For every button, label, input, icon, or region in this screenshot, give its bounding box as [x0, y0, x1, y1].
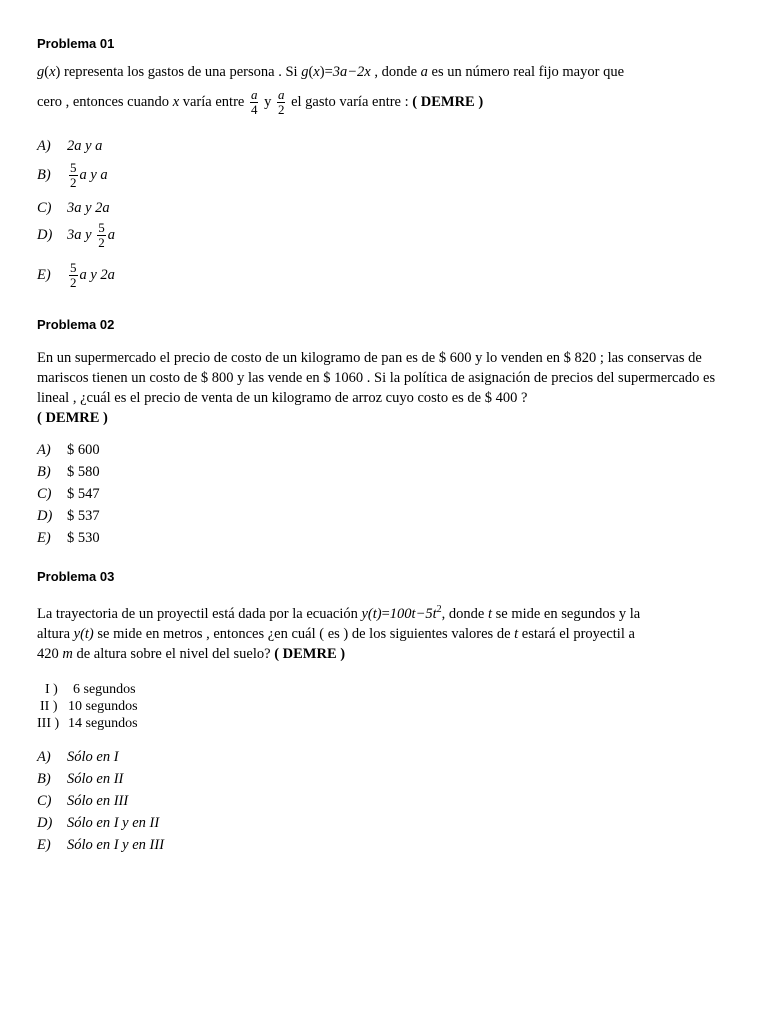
math-rhs: 3a−2x — [332, 64, 371, 80]
math-equals: = — [324, 64, 333, 80]
option-text: $ 537 — [67, 508, 100, 524]
math-g: g — [37, 64, 45, 80]
problem-01-line-2 — [37, 88, 483, 117]
text-segment: , donde — [441, 605, 488, 622]
text-segment: altura — [37, 626, 74, 642]
roman-value: 10 segundos — [68, 699, 138, 714]
text-segment: estará el proyectil a — [518, 626, 635, 642]
problem-03-title: Problema 03 — [37, 569, 115, 584]
problem-02-statement — [37, 348, 737, 428]
roman-item-iii — [37, 716, 138, 732]
problem-02-text: En un supermercado el precio de costo de un kilogramo de pan es de $ 600 y lo venden en $ 820 ; las conservas de mariscos tienen un costo de $ 800 y las vende en $ 1060 . Si la política de asignación de precios del supermercado es lineal , ¿cuál es el precio de venta de un kilogramo de arroz cuyo costo es de $ 400 ? — [37, 350, 716, 406]
problem-03-line-1 — [37, 604, 640, 623]
math-paren-close: ) — [55, 64, 61, 80]
demre-tag: ( DEMRE ) — [37, 410, 108, 426]
math-x: x — [49, 64, 56, 80]
option-text: a y 2a — [79, 266, 115, 283]
option-label: C) — [37, 793, 52, 809]
math-t: t — [487, 605, 492, 622]
option-label: B) — [37, 464, 51, 480]
math-exponent: 2 — [436, 604, 442, 615]
option-label: C) — [37, 200, 52, 216]
height-unit: m — [62, 646, 73, 662]
option-text: $ 600 — [67, 442, 100, 458]
option-text: 3a y 2a — [67, 200, 110, 216]
problem-02-option-a — [37, 442, 100, 459]
option-text: 2a y a — [67, 138, 103, 154]
fraction-5-over-2: $\frac{5}{2}$ — [70, 160, 77, 190]
roman-item-ii — [40, 699, 138, 715]
math-x: x — [313, 64, 320, 80]
option-text: $ 530 — [67, 530, 100, 546]
option-text: $ 580 — [67, 464, 100, 480]
math-y-of-t: y(t) — [361, 605, 382, 622]
text-segment: y — [260, 93, 275, 110]
demre-tag: ( DEMRE ) — [412, 93, 484, 110]
option-text: a — [107, 226, 115, 243]
option-label: E) — [37, 837, 51, 853]
problem-03-option-a — [37, 749, 119, 766]
option-label: D) — [37, 226, 53, 243]
roman-value: 6 segundos — [73, 682, 136, 697]
problem-03-option-b — [37, 771, 123, 788]
option-text: Sólo en II — [67, 771, 124, 787]
option-label: B) — [37, 166, 51, 183]
text-segment: se mide en metros , entonces ¿en cuál ( es ) de los siguientes valores de — [93, 626, 515, 642]
option-text: 3a y — [67, 226, 96, 243]
option-label: E) — [37, 266, 51, 283]
option-text: Sólo en I y en II — [67, 815, 160, 831]
roman-item-i — [45, 682, 136, 698]
roman-value: 14 segundos — [68, 716, 138, 731]
text-segment: varía entre — [179, 93, 248, 110]
problem-02-option-c — [37, 486, 100, 503]
text-segment: representa los gastos de una persona . Si — [60, 64, 302, 80]
problem-01-option-d — [37, 221, 115, 250]
fraction-5-over-2: $\frac{5}{2}$ — [98, 220, 105, 250]
text-segment: es un número real fijo mayor que — [427, 64, 625, 80]
problem-01-option-c — [37, 200, 110, 217]
problem-02-option-d — [37, 508, 100, 525]
text-segment: de altura sobre el nivel del suelo? — [72, 646, 275, 662]
problem-03-option-c — [37, 793, 128, 810]
fraction-5-over-2: $\frac{5}{2}$ — [70, 260, 77, 290]
option-text: Sólo en III — [67, 793, 129, 809]
option-label: A) — [37, 749, 51, 765]
math-paren-open: ( — [308, 64, 314, 80]
problem-03-option-d — [37, 815, 159, 832]
math-y-of-t: y(t) — [73, 626, 94, 642]
option-label: C) — [37, 486, 52, 502]
math-t: t — [514, 626, 519, 642]
fraction-a-over-4: $\frac{a}{4}$ — [250, 87, 258, 117]
math-rhs: 100t−5t — [389, 605, 437, 622]
math-equals: = — [381, 605, 390, 622]
option-label: D) — [37, 815, 53, 831]
math-a: a — [420, 64, 428, 80]
text-segment: La trayectoria de un proyectil está dada por la ecuación — [37, 605, 362, 622]
problem-02-title: Problema 02 — [37, 317, 115, 332]
roman-label: III ) — [37, 716, 60, 731]
math-paren-close: ) — [319, 64, 325, 80]
option-text: Sólo en I — [67, 749, 119, 765]
option-text: Sólo en I y en III — [67, 837, 165, 853]
option-label: E) — [37, 530, 51, 546]
problem-02-option-e — [37, 530, 100, 547]
problem-02-option-b — [37, 464, 100, 481]
text-segment: , donde — [370, 64, 421, 80]
problem-03-line-2 — [37, 626, 635, 643]
problem-03-option-e — [37, 837, 164, 854]
option-label: A) — [37, 442, 51, 458]
roman-label: I ) — [45, 682, 58, 697]
problem-01-option-e — [37, 261, 115, 290]
problem-03-line-3 — [37, 646, 345, 663]
problem-01-option-a — [37, 138, 102, 155]
option-text: $ 547 — [67, 486, 100, 502]
problem-01-line-1 — [37, 64, 624, 81]
problem-01-title: Problema 01 — [37, 36, 115, 51]
option-text: a y a — [79, 166, 108, 183]
option-label: A) — [37, 138, 51, 154]
fraction-a-over-2: $\frac{a}{2}$ — [277, 87, 285, 117]
math-g: g — [301, 64, 309, 80]
roman-label: II ) — [40, 699, 58, 714]
math-x: x — [172, 93, 180, 110]
text-segment: cero , entonces cuando — [37, 93, 173, 110]
text-segment: se mide en segundos y la — [491, 605, 641, 622]
demre-tag: ( DEMRE ) — [274, 646, 346, 662]
option-label: D) — [37, 508, 53, 524]
problem-01-option-b — [37, 161, 108, 190]
height-value: 420 — [37, 646, 59, 662]
text-segment: el gasto varía entre : — [287, 93, 413, 110]
option-label: B) — [37, 771, 51, 787]
math-paren-open: ( — [44, 64, 50, 80]
